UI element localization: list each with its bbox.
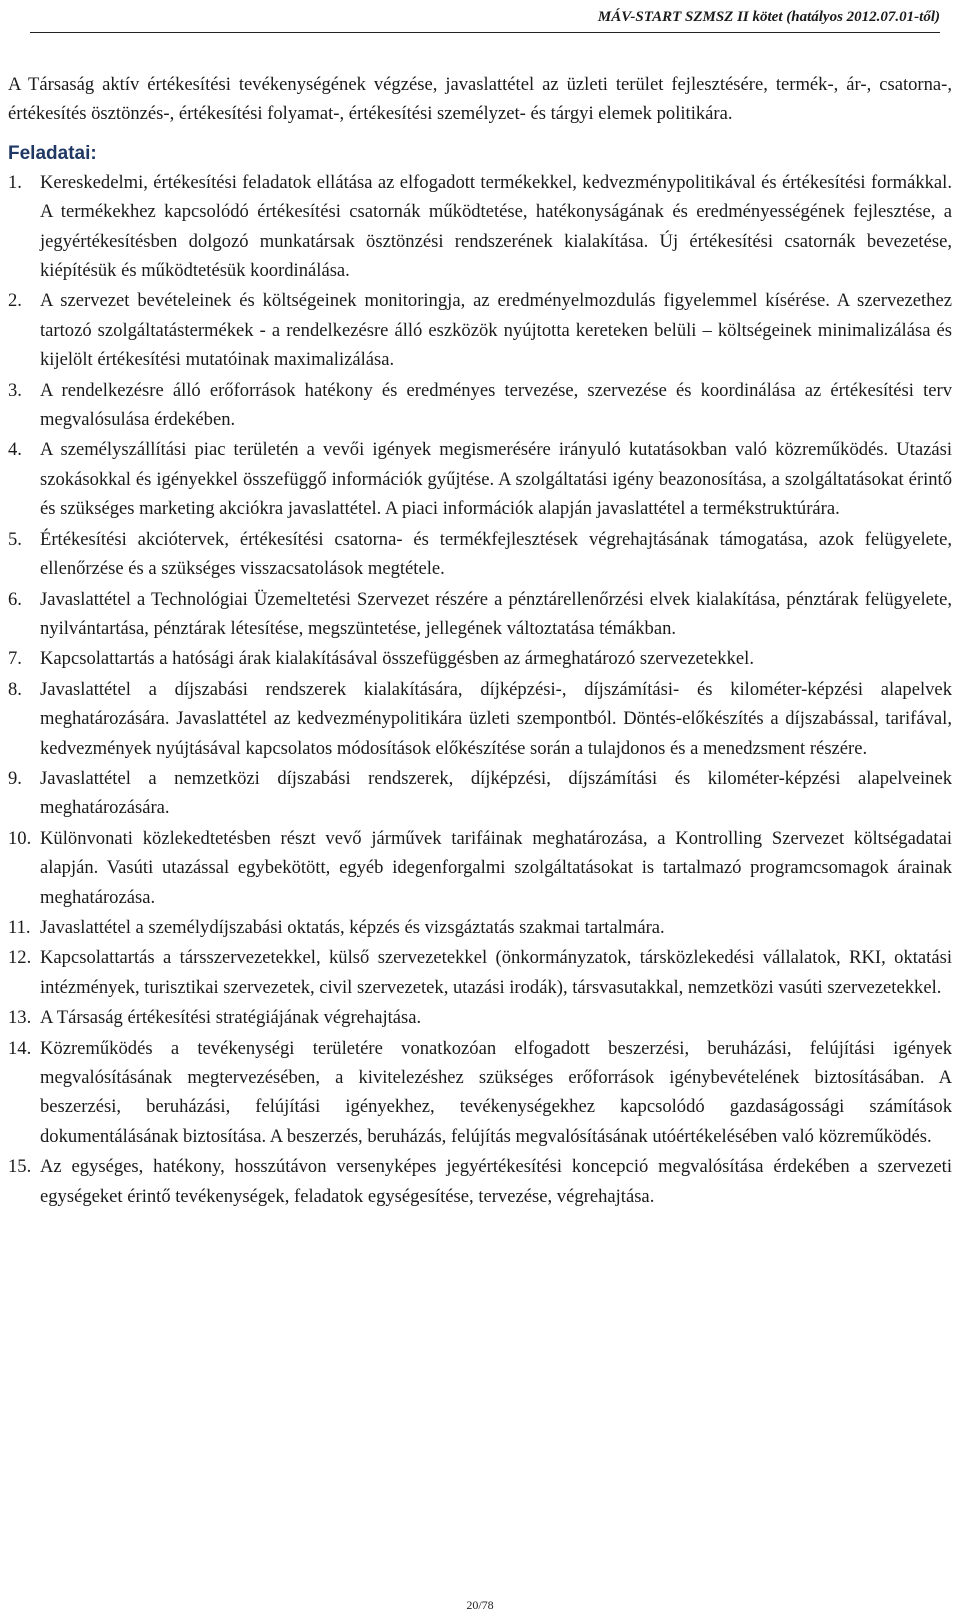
task-text: Javaslattétel a nemzetközi díjszabási rendszerek, díjképzési, díjszámítási és kilométer-képzési alapelveinek meghatározására. — [40, 767, 952, 819]
task-item-6 — [8, 585, 952, 644]
running-header: MÁV-START SZMSZ II kötet (hatályos 2012.07.01-től) — [30, 2, 940, 33]
task-text: Javaslattétel a díjszabási rendszerek kialakítására, díjképzési-, díjszámítási- és kilométer-képzési alapelvek meghatározására. Javaslattétel az kedvezménypolitikára üzleti szempontból. Döntés-előkészítés a díjszabással, tarifával, kedvezmények nyújtásával kapcsolatos módosítások előkészítése során a tulajdonos és a menedzsment részére. — [40, 678, 952, 759]
task-text: Kapcsolattartás a hatósági árak kialakításával összefüggésben az ármeghatározó szervezetekkel. — [40, 648, 754, 670]
task-number: 10. — [8, 827, 32, 849]
task-number: 14. — [8, 1037, 32, 1059]
task-item-2 — [8, 286, 952, 374]
task-item-13 — [8, 1003, 952, 1032]
intro-paragraph: A Társaság aktív értékesítési tevékenységének végzése, javaslattétel az üzleti terület fejlesztésére, termék-, ár-, csatorna-, értékesítés ösztönzés-, értékesítési folyamat-, értékesítési személyzet- és tárgyi elemek politikára. — [8, 74, 952, 125]
task-item-10 — [8, 824, 952, 912]
task-number: 3. — [8, 379, 22, 401]
task-item-7 — [8, 644, 952, 673]
task-item-5 — [8, 525, 952, 584]
task-text: Közreműködés a tevékenységi területére vonatkozóan elfogadott beszerzési, beruházási, felújítási igények megvalósításának megtervezésében, a kivitelezéshez szükséges erőforrások igénybevételének biztosításában. A beszerzési, beruházási, felújítási igényekhez, tevékenységekhez kapcsolódó gazdaságossági számítások dokumentálásának biztosítása. A beszerzés, beruházás, felújítás megvalósításának utóértékelésében való közreműködés. — [40, 1037, 952, 1147]
task-number: 6. — [8, 588, 22, 610]
task-number: 2. — [8, 290, 22, 312]
task-item-12 — [8, 943, 952, 1002]
task-item-11 — [8, 913, 952, 942]
task-item-3 — [8, 376, 952, 435]
task-number: 1. — [8, 171, 22, 193]
task-text: A szervezet bevételeinek és költségeinek monitoringja, az eredményelmozdulás figyelemmel kísérése. A szervezethez tartozó szolgáltatástermékek - a rendelkezésre álló eszközök nyújtotta kereteken belüli – költségeinek minimalizálása és kijelölt értékesítési mutatóinak maximalizálása. — [40, 290, 952, 371]
task-text: Értékesítési akciótervek, értékesítési csatorna- és termékfejlesztések végrehajtásának támogatása, azok felügyelete, ellenőrzése és a szükséges visszacsatolások megtétele. — [40, 528, 952, 580]
task-item-4 — [8, 435, 952, 523]
task-number: 15. — [8, 1156, 32, 1178]
task-text: Különvonati közlekedtetésben részt vevő járművek tarifáinak meghatározása, a Kontrolling Szervezet költségadatai alapján. Vasúti utazással egybekötött, egyéb idegenforgalmi szolgáltatásokat is tartalmazó programcsomagok árainak meghatározása. — [40, 827, 952, 908]
task-number: 7. — [8, 648, 22, 670]
task-number: 4. — [8, 439, 22, 461]
task-item-1 — [8, 168, 952, 286]
page-number: 20/78 — [466, 1598, 494, 1612]
task-item-8 — [8, 675, 952, 763]
task-text: A személyszállítási piac területén a vevői igények megismerésére irányuló kutatásokban való közreműködés. Utazási szokásokkal és igényekkel összefüggő információk gyűjtése. A szolgáltatási igény beazonosítása, a szolgáltatásokat érintő és szükséges marketing akciókra javaslattétel. A piaci információk alapján javaslattétel a termékstruktúrára. — [40, 439, 952, 520]
task-text: Kapcsolattartás a társszervezetekkel, külső szervezetekkel (önkormányzatok, társközlekedési vállalatok, RKI, oktatási intézmények, turisztikai szervezetek, civil szervezetek, utazási irodák), társvasutakkal, nemzetközi vasúti szervezetekkel. — [40, 947, 952, 998]
task-text: Javaslattétel a személydíjszabási oktatás, képzés és vizsgáztatás szakmai tartalmára. — [40, 916, 665, 938]
task-text: A Társaság értékesítési stratégiájának végrehajtása. — [40, 1007, 422, 1029]
task-text: Az egységes, hatékony, hosszútávon versenyképes jegyértékesítési koncepció megvalósítása érdekében a szervezeti egységeket érintő tevékenységek, feladatok egységesítése, tervezése, végrehajtása. — [40, 1156, 952, 1207]
task-number: 13. — [8, 1007, 32, 1029]
task-text: Javaslattétel a Technológiai Üzemeltetési Szervezet részére a pénztárellenőrzési elvek kialakítása, pénztárak felügyelete, nyilvántartása, pénztárak létesítése, megszüntetése, jellegének változtatása témákban. — [40, 588, 952, 639]
task-item-14 — [8, 1034, 952, 1152]
task-list — [8, 168, 952, 1211]
task-text: A rendelkezésre álló erőforrások hatékony és eredményes tervezése, szervezése és koordinálása az értékesítési terv megvalósulása érdekében. — [40, 379, 952, 431]
task-item-15 — [8, 1152, 952, 1211]
page-content — [8, 70, 952, 1212]
task-number: 11. — [8, 916, 31, 938]
task-number: 12. — [8, 947, 32, 969]
task-number: 9. — [8, 767, 22, 789]
task-text: Kereskedelmi, értékesítési feladatok ellátása az elfogadott termékekkel, kedvezménypolitikával és értékesítési formákkal. A termékekhez kapcsolódó értékesítési csatornák működtetése, hatékonyságának és eredményességének fejlesztése, a jegyértékesítésben dolgozó munkatársak ösztönzési rendszerének kialakítása. Új értékesítési csatornák bevezetése, kiépítésük és működtetésük koordinálása. — [40, 171, 952, 282]
task-item-9 — [8, 764, 952, 823]
task-number: 8. — [8, 678, 22, 700]
task-number: 5. — [8, 528, 22, 550]
section-heading-tasks: Feladatai: — [8, 142, 97, 164]
